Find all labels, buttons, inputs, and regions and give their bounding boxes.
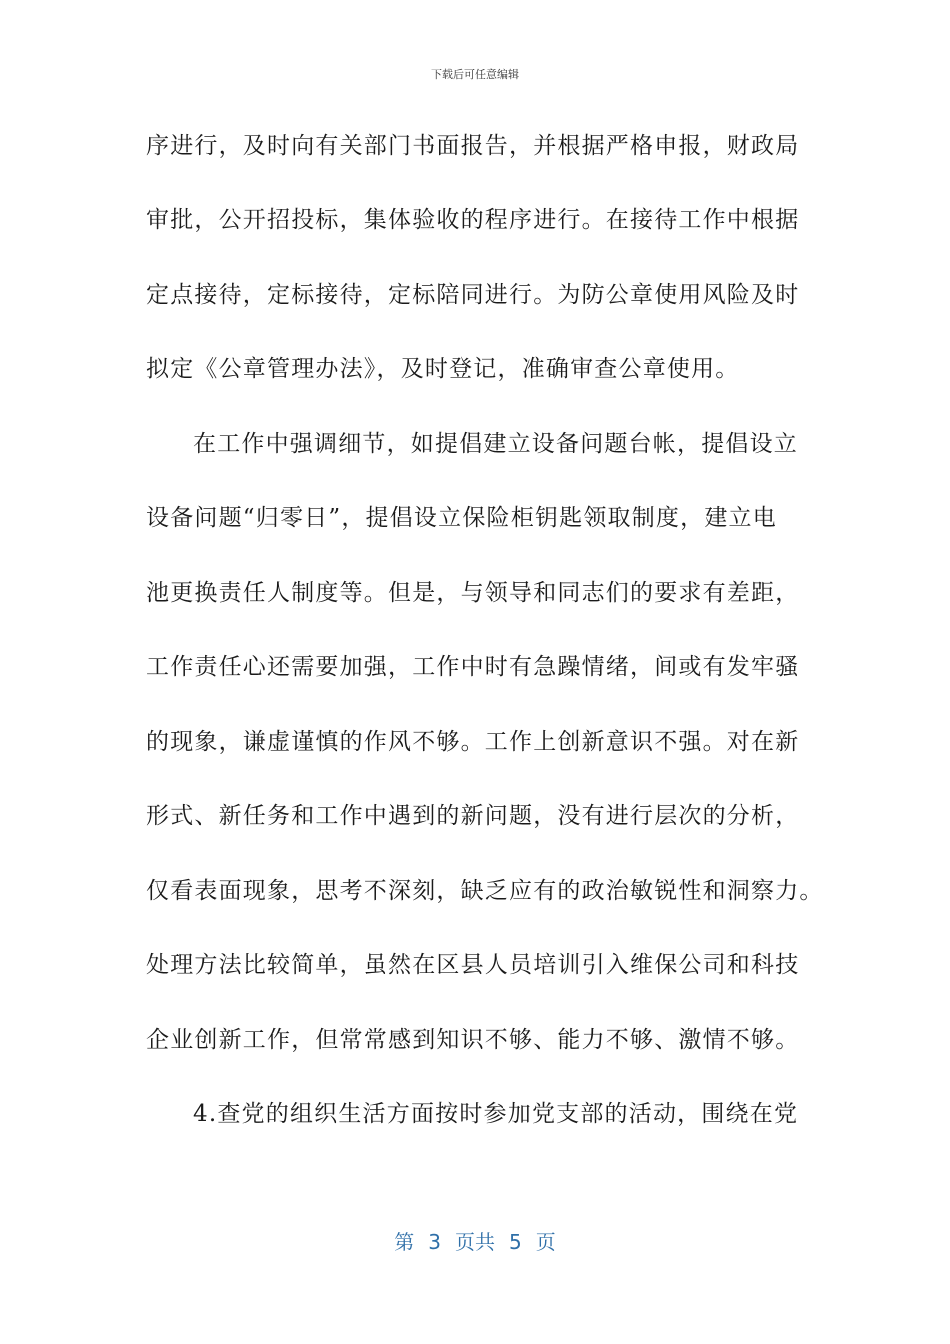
footer-prefix: 第 (394, 1230, 415, 1254)
body-line-5: 在工作中强调细节，如提倡建立设备问题台帐，提倡设立 (193, 431, 798, 457)
footer-middle: 页共 (455, 1230, 495, 1254)
body-line-14: 4.查党的组织生活方面按时参加党支部的活动，围绕在党 (193, 1101, 799, 1127)
page-header-note: 下载后可任意编辑 (431, 68, 519, 81)
body-line-9: 的现象，谦虚谨慎的作风不够。工作上创新意识不强。对在新 (146, 729, 800, 755)
body-line-4: 拟定《公章管理办法》，及时登记，准确审查公章使用。 (146, 356, 740, 382)
body-line-10: 形式、新任务和工作中遇到的新问题，没有进行层次的分析， (146, 803, 800, 829)
page-footer (0, 1226, 950, 1255)
body-line-3: 定点接待，定标接待，定标陪同进行。为防公章使用风险及时 (146, 282, 800, 308)
footer-suffix: 页 (535, 1230, 556, 1254)
body-line-2: 审批，公开招投标，集体验收的程序进行。在接待工作中根据 (146, 207, 800, 233)
body-line-11: 仅看表面现象，思考不深刻，缺乏应有的政治敏锐性和洞察力。 (146, 878, 824, 904)
body-line-7: 池更换责任人制度等。但是，与领导和同志们的要求有差距， (146, 580, 800, 606)
body-line-8: 工作责任心还需要加强，工作中时有急躁情绪，间或有发牢骚 (146, 654, 800, 680)
footer-total-pages: 5 (509, 1230, 522, 1254)
body-line-12: 处理方法比较简单，虽然在区县人员培训引入维保公司和科技 (146, 952, 800, 978)
body-line-6: 设备问题“归零日”，提倡设立保险柜钥匙领取制度，建立电 (146, 505, 777, 531)
body-line-1: 序进行，及时向有关部门书面报告，并根据严格申报，财政局 (146, 133, 800, 159)
body-line-13: 企业创新工作，但常常感到知识不够、能力不够、激情不够。 (146, 1027, 800, 1053)
footer-current-page: 3 (428, 1230, 441, 1254)
